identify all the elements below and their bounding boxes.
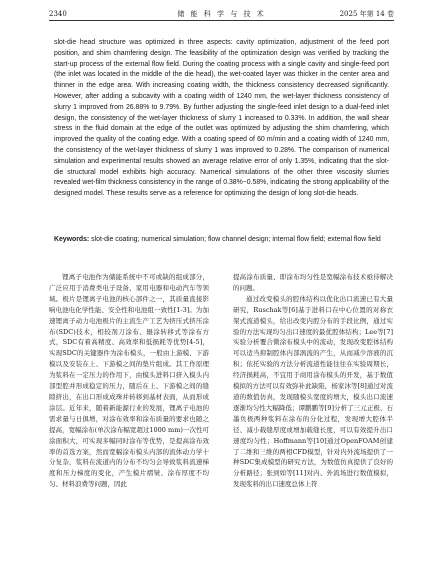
keywords-label: Keywords: xyxy=(54,236,90,243)
body-paragraph: 通过改变模头的腔体结构以优化出口流速已有大量研究，Ruschak等[6]基于进料口在中心位置的对称衣架式流道模头，给出改变内腔分布的手段比例，通过实验的方法实现均匀出口速度的最优腔体结构；Lee等[7]实验分析覆合微涂布模头中的流动，发现改变腔体结构可以适当抑制腔体内部涡流的产生，从而减少溶液的沉积；依托实验的方法分析流道性能往往在实验周期长，经济损耗高，不宜用于商用涂布模头的开发，基于数值模拟的方法可以有效弥补此缺陷，杨家沐等[8]通过对流道的数值仿真，发现随模头宽度的增大，模头出口流速逐渐均匀性大幅降低；谭鹏鹏等[9]分析了三元正极、石墨负极两种浆料在涂布的分化过程，发现增大腔体半径、减小载缝厚度或增加载缝长度，可以有效提升出口速度均匀性；Hoffmann等[10]通过OpenFOAM创建了二维和三维的两相CFD模型，针对内外流场提供了一种SDC集成模型的研究方法，为数值仿真提供了良好的分析路径；张到如等[11]对内、外流场进行数值模拟，发现浆料的出口速度总体上符 xyxy=(233,294,393,489)
keywords xyxy=(54,235,389,246)
english-abstract: slot-die head structure was optimized in three aspects: cavity optimization, adjustment of the feed port position, and shim chamfering design. The feasibility of the optimization design was verified by tracking the start-up process of the external flow field. During the coating process with a single cavity and single-feed port (the inlet was located in the middle of the die head), the wet-coated layer was thicker in the center area and thinner in the edge area. With increasing coating width, the thickness consistency decreased significantly. However, after adding a subcavity with a coating width of 1240 mm, the wet-layer thickness consistency of slurry 1 improved from 26.88% to 9.79%. By further adjusting the single-feed inlet design to a dual-feed inlet design, the consistency of the wet-layer thickness of slurry 1 increased to 0.33%. In addition, the wall shear stress in the fluid domain at the edge of the outlet was optimized by adjusting the shim chamfering, which improved the quality of the coating edge. With a coating speed of 60 m/min and a coating width of 1240 mm, the consistency of the wet-layer thickness of slurry 1 was improved to 0.28%. The comparison of numerical simulation and experimental results showed an average relative error of only 1.35%, indicating that the slot-die structural model exhibits high accuracy. Numerical simulations of the other three viscosity slurries revealed wet-film thickness consistency in the range of 0.38%−0.58%, indicating the strong applicability of the designed model. These results serve as a reference for optimizing the design of long slot-die heads. xyxy=(54,39,389,198)
journal-title: 储 能 科 学 与 技 术 xyxy=(177,10,266,18)
issue-info: 2025 年第 14 卷 xyxy=(339,10,394,18)
body-column-left xyxy=(49,272,209,490)
header-rule xyxy=(49,20,394,21)
page-number: 2340 xyxy=(49,10,67,18)
running-header xyxy=(49,9,394,20)
body-paragraph: 锂离子电池作为储能系统中不可或缺的组成部分，广泛应用于消费类电子设备、家用电器和电动汽车等领域。极片是锂离子电池的核心部件之一，其质量直接影响电池电化学性能、安全性和电池组一致性[1-3]。为加速锂离子动力电池极片的主流生产工艺为挤压式挤压涂布(SDC)技术，相较剂刀涂布、辊涂转移式等涂布方式，SDC有着高精度、高效率和低损耗等优势[4-5]，实现SDC的关键器件为涂布模头，一般由上游模、下游模以及安装在上、下游模之间的垫片组成。其工作原理为浆料在一定压力的作用下，由模头进料口挤入模头内部型腔并形成稳定的压力，随后在上、下游模之间的缝隙挤出，在出口形成成珠并转移到基材表面，从而形成涂层。近年来，随着新能源行业的发展，锂离子电池的需求量与日俱增，对涂布效率和涂布质量的要求也随之提高，宽幅涂布(单次涂布幅宽超过1000 mm)一次性可涂面积大，可实现多幅同时涂布等优势，是提高涂布效率的首选方案，然而宽幅涂布模头内部的流体动力学十分复杂，浆料在流道内的分布不均匀会导致浆料流速梯度和压力梯度的变化，产生模片褶皱、涂布厚度不均匀、材料浪费等问题，因此 xyxy=(49,273,209,489)
keywords-text: slot-die coating; numerical simulation; flow channel design; internal flow field; external flow field xyxy=(89,236,381,243)
body-column-right xyxy=(233,272,393,490)
body-paragraph: 提高涂布质量、即涂布均匀性是宽幅涂布技术亟待解决的问题。 xyxy=(233,273,393,292)
